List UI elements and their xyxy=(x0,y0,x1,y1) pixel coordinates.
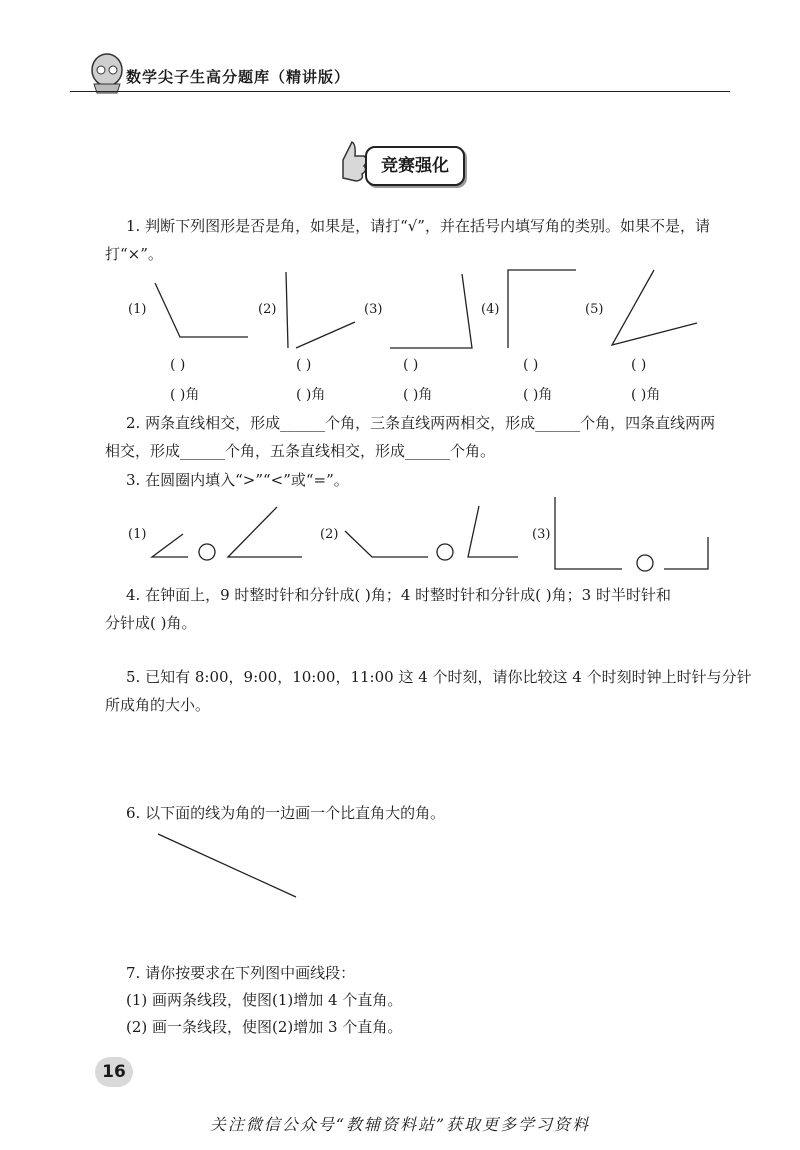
q6-reference-line xyxy=(158,834,296,897)
q1-label-3: (3) xyxy=(364,302,383,317)
q3-figure-1 xyxy=(152,507,302,560)
q1-blank-2[interactable]: ( ) xyxy=(296,357,312,373)
q3-label-1: (1) xyxy=(128,527,147,542)
q1-angle-blank-5[interactable]: ( )角 xyxy=(631,387,661,403)
q1-label-4: (4) xyxy=(481,302,500,317)
q7-line3: (2) 画一条线段，使图(2)增加 3 个直角。 xyxy=(126,1018,403,1036)
q3-figure-2 xyxy=(345,506,518,560)
q1-angle-blank-1[interactable]: ( )角 xyxy=(170,387,200,403)
q4-line1: 4. 在钟面上，9 时整时针和分针成( )角；4 时整时针和分针成( )角；3 时半时针和 xyxy=(126,586,671,604)
q1-figure-1 xyxy=(155,283,248,337)
section-title: 竞赛强化 xyxy=(365,146,465,186)
q1-figure-5 xyxy=(612,270,697,345)
q1-blank-3[interactable]: ( ) xyxy=(403,357,419,373)
q3-label-3: (3) xyxy=(532,527,551,542)
q1-label-5: (5) xyxy=(585,302,604,317)
q3-figure-3 xyxy=(555,497,708,571)
header-title: 数学尖子生高分题库（精讲版） xyxy=(126,68,351,86)
q1-angle-blank-4[interactable]: ( )角 xyxy=(523,387,553,403)
q4-line2: 分针成( )角。 xyxy=(105,614,197,632)
q5-line1: 5. 已知有 8:00，9:00，10:00，11:00 这 4 个时刻，请你比较这 4 个时刻时钟上时针与分针 xyxy=(126,668,752,686)
q1-blank-5[interactable]: ( ) xyxy=(631,357,647,373)
page-number: 16 xyxy=(95,1057,133,1087)
q1-figure-3 xyxy=(390,274,472,348)
thumbs-up-icon xyxy=(343,142,367,181)
footer-note: 关注微信公众号“教辅资料站”获取更多学习资料 xyxy=(209,1115,591,1134)
q3-label-2: (2) xyxy=(320,527,339,542)
q1-figure-2 xyxy=(286,272,355,348)
q1-label-1: (1) xyxy=(128,302,147,317)
q3-line1: 3. 在圆圈内填入“>”“<”或“=”。 xyxy=(126,471,349,489)
q5-line2: 所成角的大小。 xyxy=(105,696,211,714)
q1-angle-blank-2[interactable]: ( )角 xyxy=(296,387,326,403)
q1-blank-1[interactable]: ( ) xyxy=(170,357,186,373)
q1-line2: 打“×”。 xyxy=(105,245,163,263)
q1-blank-4[interactable]: ( ) xyxy=(523,357,539,373)
header-rule xyxy=(70,91,730,92)
q1-angle-blank-3[interactable]: ( )角 xyxy=(403,387,433,403)
mascot-icon xyxy=(92,54,122,93)
q2-line1: 2. 两条直线相交，形成______个角，三条直线两两相交，形成______个角，四条直线两两 xyxy=(126,414,716,432)
q1-label-2: (2) xyxy=(258,302,277,317)
q2-line2: 相交，形成______个角，五条直线相交，形成______个角。 xyxy=(105,442,496,460)
q7-line1: 7. 请你按要求在下列图中画线段： xyxy=(126,964,356,982)
q6-line1: 6. 以下面的线为角的一边画一个比直角大的角。 xyxy=(126,804,446,822)
q7-line2: (1) 画两条线段，使图(1)增加 4 个直角。 xyxy=(126,991,403,1009)
q1-figure-4 xyxy=(508,270,576,348)
q1-line1: 1. 判断下列图形是否是角，如果是，请打“√”，并在括号内填写角的类别。如果不是，请 xyxy=(126,217,710,235)
